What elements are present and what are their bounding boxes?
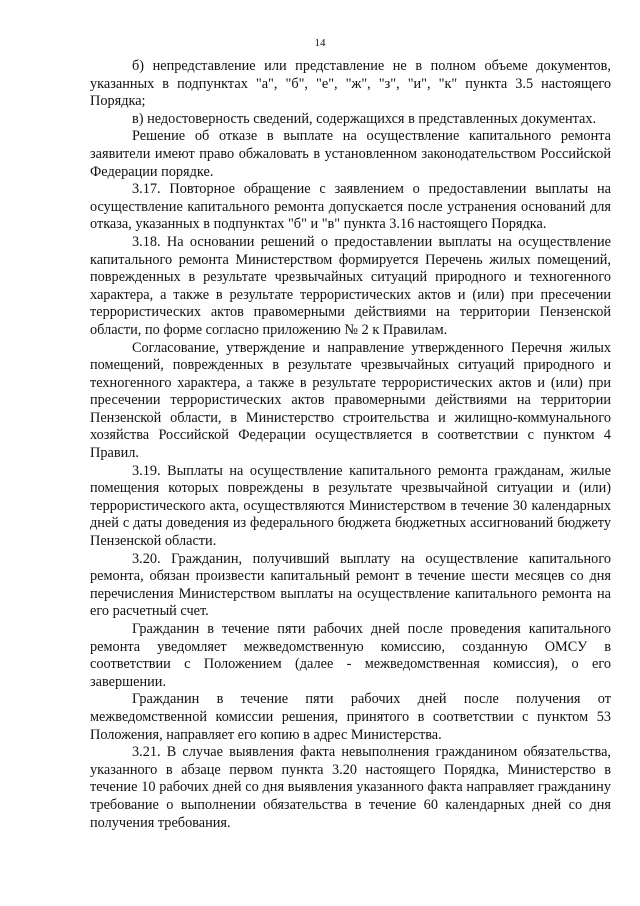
paragraph-3-18: 3.18. На основании решений о предоставлении выплаты на осуществление капитального ремонта Министерством формируется Перечень жилых помещений, поврежденных в результате чрезвычайных ситуаций природного и техногенного характера, а также в результате террористических актов и (или) при пресечении террористических актов правомерными действиями на территории Пензенской области, по форме согласно приложению № 2 к Правилам. (90, 233, 611, 338)
paragraph-3-17: 3.17. Повторное обращение с заявлением о предоставлении выплаты на осуществление капитального ремонта допускается после устранения оснований для отказа, указанных в подпунктах "б" и "в" пункта 3.16 настоящего Порядка. (90, 181, 611, 233)
paragraph-3-16-v: в) недостоверность сведений, содержащихся в представленных документах. (132, 110, 597, 127)
page-number: 14 (314, 37, 326, 49)
paragraph-refusal-appeal: Решение об отказе в выплате на осуществление капитального ремонта заявители имеют право обжаловать в установленном законодательством Российской Федерации порядке. (90, 128, 611, 180)
paragraph-3-20-notify: Гражданин в течение пяти рабочих дней после проведения капитального ремонта уведомляет межведомственную комиссию, созданную ОМСУ в соответствии с Положением (далее - межведомственная комиссия), о его завершении. (90, 621, 611, 690)
paragraph-3-19: 3.19. Выплаты на осуществление капитального ремонта гражданам, жилые помещения которых повреждены в результате чрезвычайной ситуации и (или) террористического акта, осуществляются Министерством в течение 30 календарных дней с даты доведения из федерального бюджета бюджетных ассигнований бюджету Пензенской области. (90, 462, 611, 550)
paragraph-3-18-approval: Согласование, утверждение и направление утвержденного Перечня жилых помещений, поврежденных в результате чрезвычайных ситуаций природного и техногенного характера, а также в результате террористических актов и (или) при пресечении террористических актов правомерными действиями на территории Пензенской области, в Министерство строительства и жилищно-коммунального хозяйства Российской Федерации осуществляется в соответствии с пунктом 4 Правил. (90, 339, 611, 462)
paragraph-3-20-copy: Гражданин в течение пяти рабочих дней после получения от межведомственной комиссии решения, принятого в соответствии с пунктом 53 Положения, направляет его копию в адрес Министерства. (90, 691, 611, 743)
paragraph-3-20: 3.20. Гражданин, получивший выплату на осуществление капитального ремонта, обязан произвести капитальный ремонт в течение шести месяцев со дня перечисления Министерством выплаты на осуществление капитального ремонта на его расчетный счет. (90, 550, 611, 620)
paragraph-3-21: 3.21. В случае выявления факта невыполнения гражданином обязательства, указанного в абзаце первом пункта 3.20 настоящего Порядка, Министерство в течение 10 рабочих дней со дня выявления указанного факта направляет гражданину требование о выполнении обязательства в течение 60 календарных дней со дня получения требования. (90, 744, 611, 831)
paragraph-3-16-b: б) непредставление или представление не в полном объеме документов, указанных в подпунктах "а", "б", "е", "ж", "з", "и", "к" пункта 3.5 настоящего Порядка; (90, 58, 611, 110)
document-body (90, 58, 611, 832)
